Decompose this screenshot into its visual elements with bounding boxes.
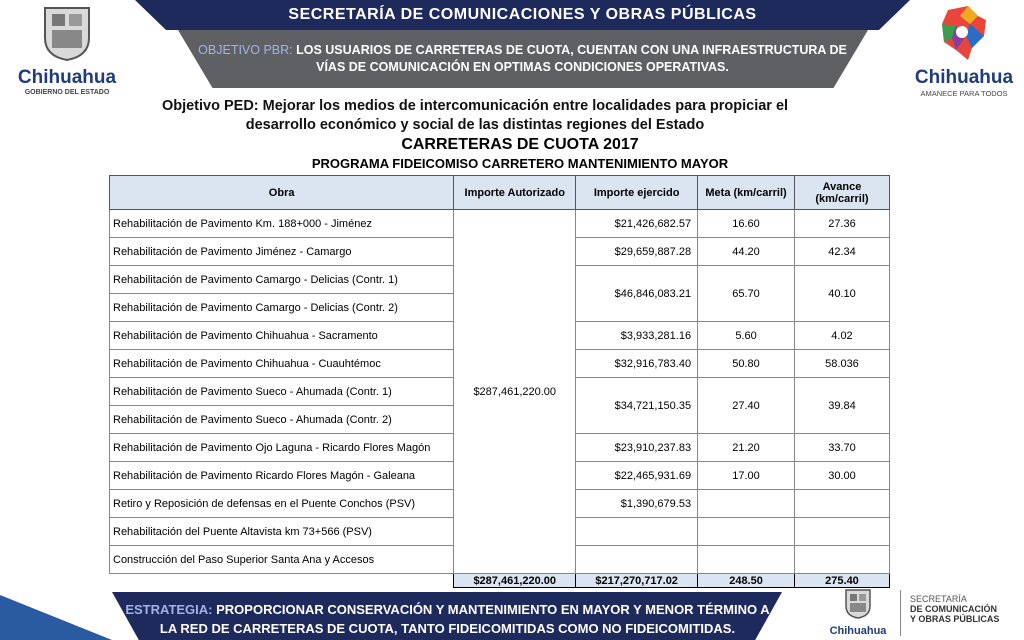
cell-obra: Rehabilitación de Pavimento Camargo - Delicias (Contr. 2) (110, 294, 454, 322)
cell-meta: 65.70 (698, 266, 795, 322)
cell-obra: Retiro y Reposición de defensas en el Puente Conchos (PSV) (110, 490, 454, 518)
cell-obra: Rehabilitación de Pavimento Jiménez - Camargo (110, 238, 454, 266)
chihuahua-brand-logo (908, 2, 1020, 98)
col-header-obra: Obra (110, 176, 454, 210)
cell-obra: Rehabilitación de Pavimento Sueco - Ahumada (Contr. 2) (110, 406, 454, 434)
cell-avance: 4.02 (794, 322, 889, 350)
cell-avance (794, 518, 889, 546)
cell-meta: 17.00 (698, 462, 795, 490)
objetivo-label: OBJETIVO PBR: (198, 43, 293, 57)
cell-obra: Rehabilitación de Pavimento Sueco - Ahumada (Contr. 1) (110, 378, 454, 406)
col-header-meta: Meta (km/carril) (698, 176, 795, 210)
cell-meta: 50.80 (698, 350, 795, 378)
footer-accent (0, 595, 112, 640)
cell-obra: Rehabilitación del Puente Altavista km 73+566 (PSV) (110, 518, 454, 546)
page-subtitle: PROGRAMA FIDEICOMISO CARRETERO MANTENIMIENTO MAYOR (311, 156, 729, 171)
cell-ejercido: $29,659,887.28 (576, 238, 698, 266)
col-header-importe-ejercido: Importe ejercido (576, 176, 698, 210)
right-logo-sub: AMANECE PARA TODOS (920, 89, 1008, 98)
cell-obra: Rehabilitación de Pavimento Km. 188+000 - Jiménez (110, 210, 454, 238)
cell-obra: Rehabilitación de Pavimento Camargo - Delicias (Contr. 1) (110, 266, 454, 294)
left-logo-name: Chihuahua (17, 67, 117, 88)
table-header-row (110, 176, 890, 210)
cell-obra: Construcción del Paso Superior Santa Ana y Accesos (110, 546, 454, 574)
total-autorizado: $287,461,220.00 (454, 574, 576, 588)
cell-ejercido: $3,933,281.16 (576, 322, 698, 350)
secretaria-line-3: Y OBRAS PÚBLICAS (910, 614, 1000, 624)
page-title: CARRETERAS DE CUOTA 2017 (401, 136, 639, 153)
footer-gobierno-logo (818, 588, 898, 638)
cell-meta: 44.20 (698, 238, 795, 266)
gobierno-logo (12, 4, 122, 96)
cell-avance (794, 490, 889, 518)
cell-ejercido: $34,721,150.35 (576, 378, 698, 434)
cell-ejercido: $32,916,783.40 (576, 350, 698, 378)
cell-meta: 16.60 (698, 210, 795, 238)
cell-ejercido: $21,426,682.57 (576, 210, 698, 238)
cell-ejercido: $46,846,083.21 (576, 266, 698, 322)
cell-importe-autorizado: $287,461,220.00 (454, 210, 576, 574)
secretaria-line-2: DE COMUNICACIÓN (910, 604, 997, 614)
objetivo-ped: Objetivo PED: Mejorar los medios de intercomunicación entre localidades para propiciar el desarrollo económico y social de las distintas regiones del Estado (161, 98, 789, 133)
secretaria-line-1: SECRETARÍA (910, 594, 967, 604)
total-meta: 248.50 (698, 574, 795, 588)
footer-divider (900, 590, 901, 636)
cell-meta: 21.20 (698, 434, 795, 462)
state-map-icon (908, 2, 1020, 62)
cell-meta (698, 490, 795, 518)
cell-obra: Rehabilitación de Pavimento Ojo Laguna - Ricardo Flores Magón (110, 434, 454, 462)
estrategia-text: PROPORCIONAR CONSERVACIÓN Y MANTENIMIENTO EN MAYOR Y MENOR TÉRMINO A LA RED DE CARRETERAS DE CUOTA, TANTO FIDEICOMITIDAS COMO NO FIDEICOMITIDAS. (159, 602, 770, 636)
cell-obra: Rehabilitación de Pavimento Chihuahua - Sacramento (110, 322, 454, 350)
footer-logo-name: Chihuahua (829, 625, 887, 637)
table-total-row (110, 574, 890, 588)
cell-meta: 27.40 (698, 378, 795, 434)
total-ejercido: $217,270,717.02 (576, 574, 698, 588)
cell-avance: 39.84 (794, 378, 889, 434)
cell-avance: 30.00 (794, 462, 889, 490)
cell-ejercido: $1,390,679.53 (576, 490, 698, 518)
cell-obra: Rehabilitación de Pavimento Ricardo Flores Magón - Galeana (110, 462, 454, 490)
estrategia-label: ESTRATEGIA: (125, 602, 213, 617)
coat-of-arms-icon (840, 588, 876, 620)
cell-ejercido (576, 546, 698, 574)
cell-ejercido: $22,465,931.69 (576, 462, 698, 490)
coat-of-arms-icon (12, 4, 122, 62)
cell-ejercido (576, 518, 698, 546)
obras-table (109, 175, 890, 588)
cell-ejercido: $23,910,237.83 (576, 434, 698, 462)
col-header-avance: Avance (km/carril) (794, 176, 889, 210)
cell-meta: 5.60 (698, 322, 795, 350)
cell-avance: 33.70 (794, 434, 889, 462)
objetivo-text: LOS USUARIOS DE CARRETERAS DE CUOTA, CUENTAN CON UNA INFRAESTRUCTURA DE VÍAS DE COMUNICACIÓN EN OPTIMAS CONDICIONES OPERATIVAS. (292, 43, 847, 74)
table-row (110, 210, 890, 238)
cell-obra: Rehabilitación de Pavimento Chihuahua - Cuauhtémoc (110, 350, 454, 378)
cell-avance: 58.036 (794, 350, 889, 378)
cell-avance: 40.10 (794, 266, 889, 322)
col-header-importe-autorizado: Importe Autorizado (454, 176, 576, 210)
cell-meta (698, 546, 795, 574)
cell-avance: 42.34 (794, 238, 889, 266)
estrategia (125, 600, 770, 638)
total-blank-cell (110, 574, 454, 588)
cell-avance (794, 546, 889, 574)
objetivo-pbr (190, 42, 855, 76)
header-title: SECRETARÍA DE COMUNICACIONES Y OBRAS PÚBLICAS (288, 6, 757, 23)
cell-avance: 27.36 (794, 210, 889, 238)
total-avance: 275.40 (794, 574, 889, 588)
right-logo-name: Chihuahua (914, 67, 1014, 88)
cell-meta (698, 518, 795, 546)
footer-secretaria (910, 594, 1022, 624)
left-logo-sub: GOBIERNO DEL ESTADO (24, 89, 110, 96)
